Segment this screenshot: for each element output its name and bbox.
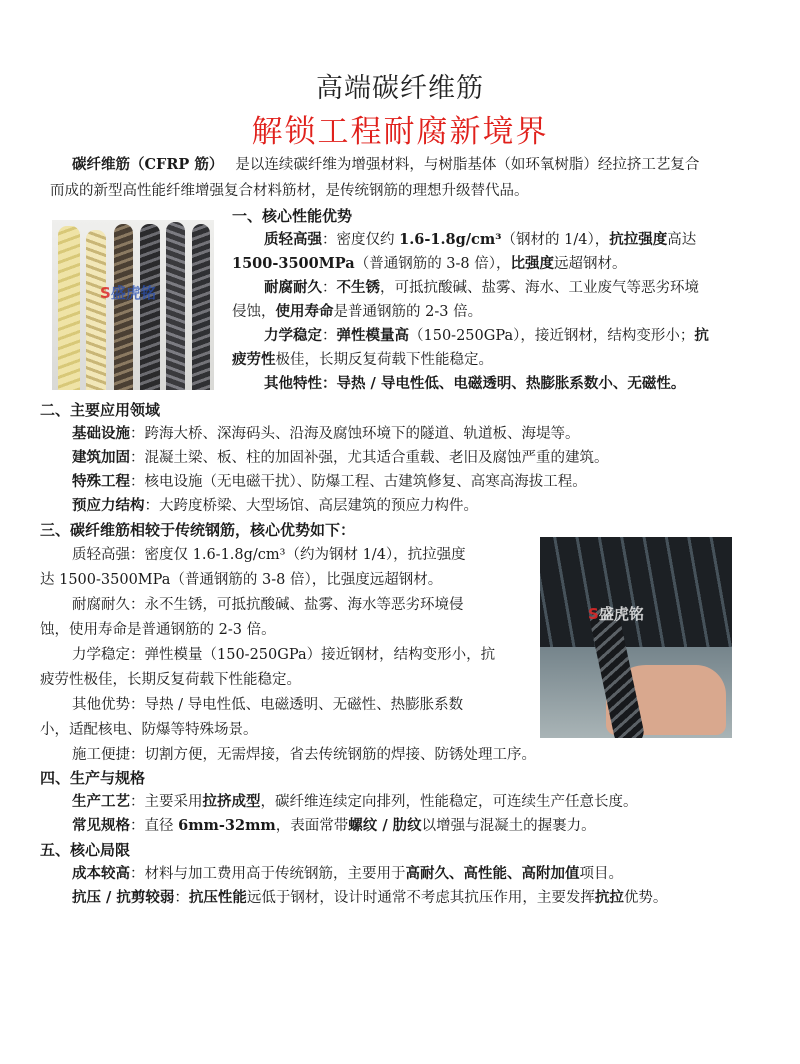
s5-item-2: 抗压 / 抗剪较弱：抗压性能远低于钢材，设计时通常不考虑其抗压作用，主要发挥抗拉优势。 (72, 889, 668, 906)
s1-p3-line-1: 力学稳定：弹性模量高（150-250GPa），接近钢材，结构变形小；抗 (264, 327, 709, 344)
s3-line-4: 蚀，使用寿命是普通钢筋的 2-3 倍。 (40, 622, 276, 638)
watermark-logo-2: S盛虎铭 (588, 605, 644, 623)
s2-item-1: 基础设施：跨海大桥、深海码头、沿海及腐蚀环境下的隧道、轨道板、海堤等。 (72, 425, 580, 442)
s1-p3-line-2: 疲劳性极佳，长期反复荷载下性能稳定。 (232, 351, 493, 368)
intro-text: 是以连续碳纤维为增强材料，与树脂基体（如环氧树脂）经拉挤工艺复合 (235, 157, 700, 173)
s1-p2-line-1: 耐腐耐久：不生锈，可抵抗酸碱、盐雾、海水、工业废气等恶劣环境 (264, 279, 699, 296)
page-subtitle: 解锁工程耐腐新境界 (251, 114, 549, 150)
s3-line-7: 其他优势：导热 / 导电性低、电磁透明、无磁性、热膨胀系数 (72, 697, 464, 713)
rebar-dark-gray (192, 224, 210, 390)
watermark-logo: S盛虎铭 (100, 284, 156, 302)
s3-line-8: 小，适配核电、防爆等特殊场景。 (40, 722, 258, 738)
section-4-heading: 四、生产与规格 (40, 769, 146, 787)
s4-item-2: 常见规格：直径 6mm-32mm，表面常带螺纹 / 肋纹以增强与混凝土的握裹力。 (72, 817, 596, 834)
rebar-dark-brown (114, 224, 133, 390)
s5-item-1: 成本较高：材料与加工费用高于传统钢筋，主要用于高耐久、高性能、高附加值项目。 (72, 865, 623, 882)
s2-item-4: 预应力结构：大跨度桥梁、大型场馆、高层建筑的预应力构件。 (72, 497, 478, 514)
s2-item-3: 特殊工程：核电设施（无电磁干扰）、防爆工程、古建筑修复、高寒高海拔工程。 (72, 473, 587, 490)
s3-line-3: 耐腐耐久：永不生锈，可抵抗酸碱、盐雾、海水等恶劣环境侵 (72, 597, 464, 613)
intro-line-1 (72, 155, 699, 175)
hand-rebar-photo (540, 537, 732, 738)
s1-p1-line-1: 质轻高强：密度仅约 1.6-1.8g/cm³（钢材的 1/4），抗拉强度高达 (264, 231, 697, 248)
intro-term: 碳纤维筋（CFRP 筋） (72, 156, 224, 173)
rebar-samples-photo (52, 220, 214, 390)
s3-line-2: 达 1500-3500MPa（普通钢筋的 3-8 倍），比强度远超钢材。 (40, 572, 443, 588)
section-5-heading: 五、核心局限 (40, 841, 131, 859)
s1-p2-line-2: 侵蚀，使用寿命是普通钢筋的 2-3 倍。 (232, 303, 483, 320)
s1-p1-line-2: 1500-3500MPa（普通钢筋的 3-8 倍），比强度远超钢材。 (232, 255, 627, 272)
intro-line-2: 而成的新型高性能纤维增强复合材料筋材，是传统钢筋的理想升级替代品。 (50, 183, 529, 199)
s3-line-9: 施工便捷：切割方便，无需焊接，省去传统钢筋的焊接、防锈处理工序。 (72, 747, 536, 763)
s4-item-1: 生产工艺：主要采用拉挤成型，碳纤维连续定向排列，性能稳定，可连续生产任意长度。 (72, 793, 638, 810)
rebar-black (140, 224, 160, 390)
page-title: 高端碳纤维筋 (316, 73, 484, 104)
s1-p4: 其他特性：导热 / 导电性低、电磁透明、热膨胀系数小、无磁性。 (264, 375, 686, 392)
s3-line-5: 力学稳定：弹性模量（150-250GPa）接近钢材，结构变形小，抗 (72, 647, 496, 663)
rebar-tan (86, 230, 106, 390)
section-3-heading: 三、碳纤维筋相较于传统钢筋，核心优势如下： (40, 521, 356, 539)
s3-line-1: 质轻高强：密度仅 1.6-1.8g/cm³（约为钢材 1/4），抗拉强度 (72, 547, 466, 563)
s3-line-6: 疲劳性极佳，长期反复荷载下性能稳定。 (40, 672, 301, 688)
s2-item-2: 建筑加固：混凝土梁、板、柱的加固补强，尤其适合重载、老旧及腐蚀严重的建筑。 (72, 449, 609, 466)
rebar-yellow (58, 226, 80, 390)
section-1-heading: 一、核心性能优势 (232, 207, 353, 225)
rebar-bundle (540, 537, 732, 647)
section-2-heading: 二、主要应用领域 (40, 401, 161, 419)
rebar-gray (166, 222, 185, 390)
